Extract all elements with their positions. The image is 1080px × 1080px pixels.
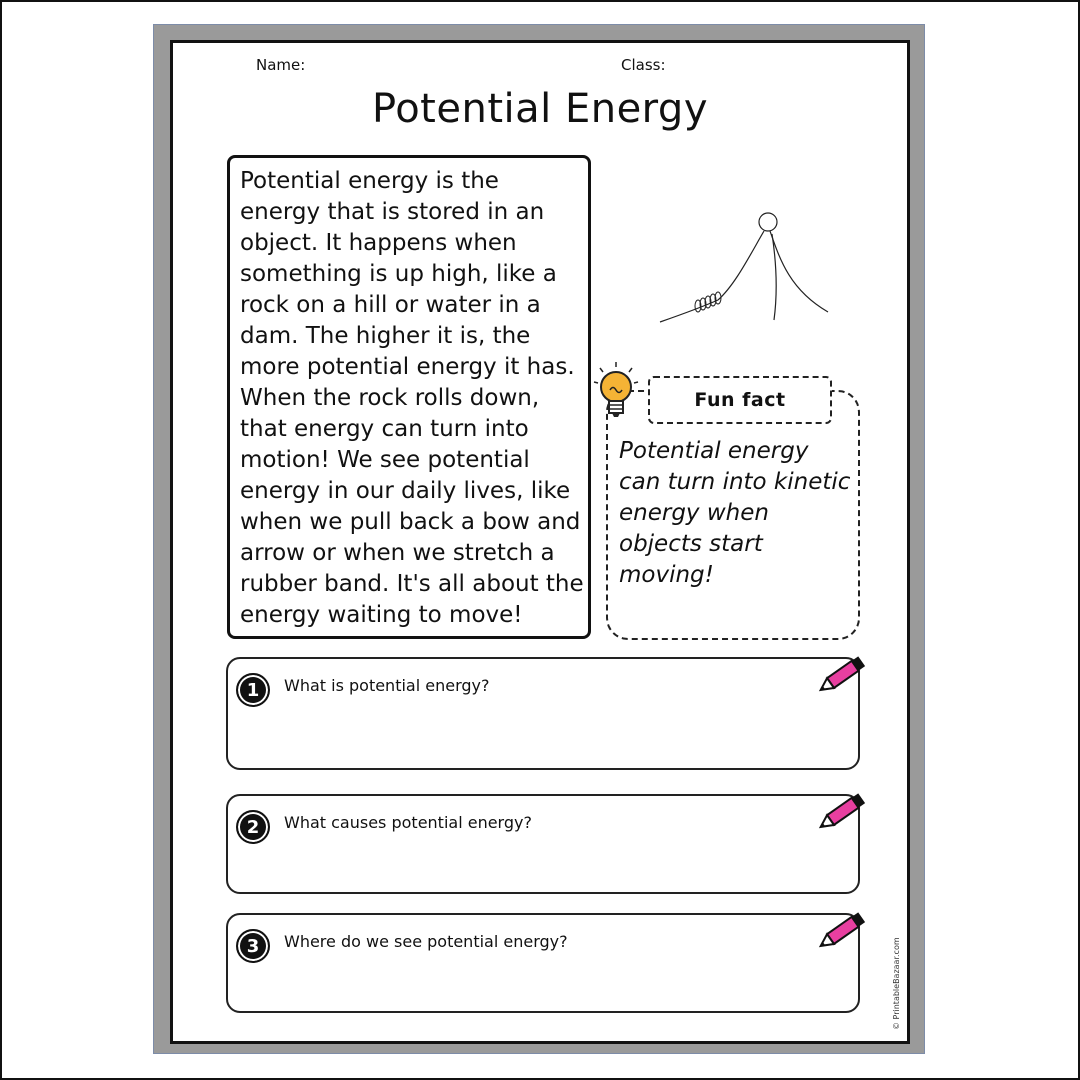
question-number-3: 3 [236,929,270,963]
lightbulb-icon [592,360,640,422]
person-stretching-illustration [640,160,840,340]
pencil-icon [814,907,870,955]
question-1-answer-box[interactable] [226,657,860,770]
reading-passage-box [227,155,591,639]
question-2-text: What causes potential energy? [284,813,532,832]
pencil-icon [814,788,870,836]
question-number-1: 1 [236,673,270,707]
question-1-text: What is potential energy? [284,676,490,695]
question-3-text: Where do we see potential energy? [284,932,568,951]
fun-fact-text: Potential energy can turn into kinetic energy when objects start moving! [619,438,851,588]
question-3-answer-box[interactable] [226,913,860,1013]
class-label: Class: [621,56,666,74]
question-number-2: 2 [236,810,270,844]
copyright-text: © PrintableBazaar.com [892,937,901,1030]
page-title: Potential Energy [372,86,708,132]
fun-fact-title: Fun fact [648,376,832,424]
name-label: Name: [256,56,306,74]
question-2-answer-box[interactable] [226,794,860,894]
reading-passage-text: Potential energy is the energy that is stored in an object. It happens when something is up high, like a rock on a hill or water in a dam. The higher it is, the more potential energy it has. When the rock rolls down, that energy can turn into motion! We see potential energy in our daily lives, like when we pull back a bow and arrow or when we stretch a rubber band. It's all about the energy waiting to move! [240,168,584,628]
pencil-icon [814,651,870,699]
